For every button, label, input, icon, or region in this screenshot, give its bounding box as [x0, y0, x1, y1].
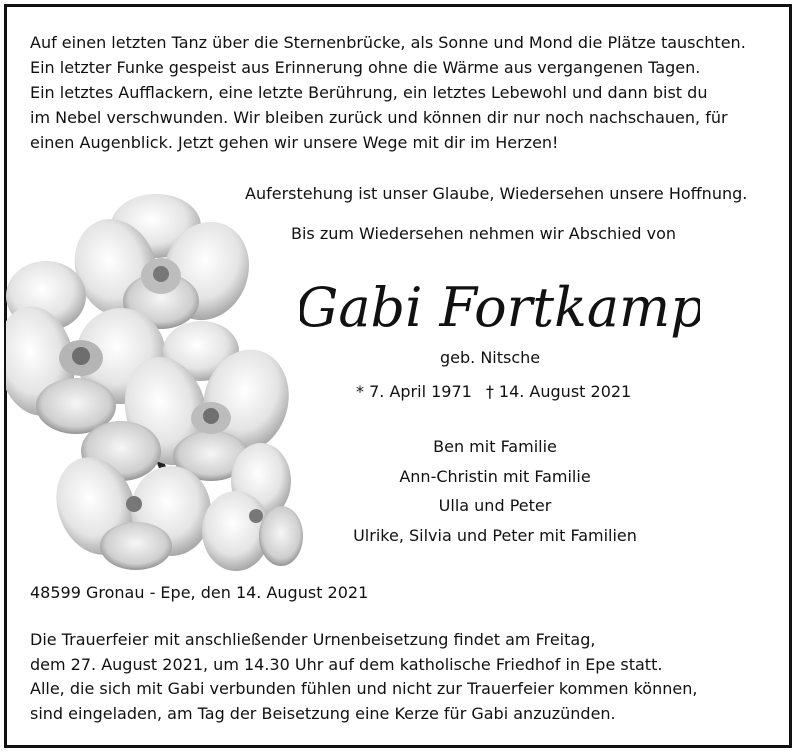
funeral-notice: [30, 628, 697, 726]
life-dates: [356, 382, 631, 401]
poem-line: Ein letzter Funke gespeist aus Erinnerung ohne die Wärme aus vergangenen Tagen.: [30, 58, 701, 77]
death-date: † 14. August 2021: [485, 382, 632, 401]
place-date: 48599 Gronau - Epe, den 14. August 2021: [30, 583, 369, 602]
poem-line: Ein letztes Aufflackern, eine letzte Berührung, ein letztes Lebewohl und dann bist du: [30, 83, 708, 102]
mourners-list: [330, 432, 660, 550]
notice-line: dem 27. August 2021, um 14.30 Uhr auf dem katholische Friedhof in Epe statt.: [30, 654, 663, 674]
mourner: Ulla und Peter: [438, 496, 552, 515]
quote: Auferstehung ist unser Glaube, Wiedersehen unsere Hoffnung.: [245, 184, 748, 203]
notice-line: Alle, die sich mit Gabi verbunden fühlen und nicht zur Trauerfeier kommen können,: [30, 679, 698, 698]
poem-line: Auf einen letzten Tanz über die Sternenbrücke, als Sonne und Mond die Plätze tauschten.: [30, 33, 746, 52]
notice-line: Die Trauerfeier mit anschließender Urnenbeisetzung findet am Freitag,: [30, 630, 596, 649]
born-name: geb. Nitsche: [440, 348, 541, 367]
farewell-intro: Bis zum Wiedersehen nehmen wir Abschied von: [291, 224, 677, 243]
poem-line: im Nebel verschwunden. Wir bleiben zurück und können dir nur noch nachschauen, für: [30, 108, 728, 127]
mourner: Ben mit Familie: [433, 437, 557, 456]
deceased-name: [300, 254, 700, 354]
mourner: Ann-Christin mit Familie: [399, 466, 591, 486]
mourner: Ulrike, Silvia und Peter mit Familien: [353, 525, 637, 545]
poem: [30, 30, 770, 155]
orchid-icon: [6, 186, 306, 576]
deceased-name-text: Gabi Fortkamp: [300, 276, 700, 339]
birth-date: * 7. April 1971: [356, 382, 472, 401]
poem-line: einen Augenblick. Jetzt gehen wir unsere Wege mit dir im Herzen!: [30, 133, 559, 152]
notice-line: sind eingeladen, am Tag der Beisetzung eine Kerze für Gabi anzuzünden.: [30, 703, 616, 723]
